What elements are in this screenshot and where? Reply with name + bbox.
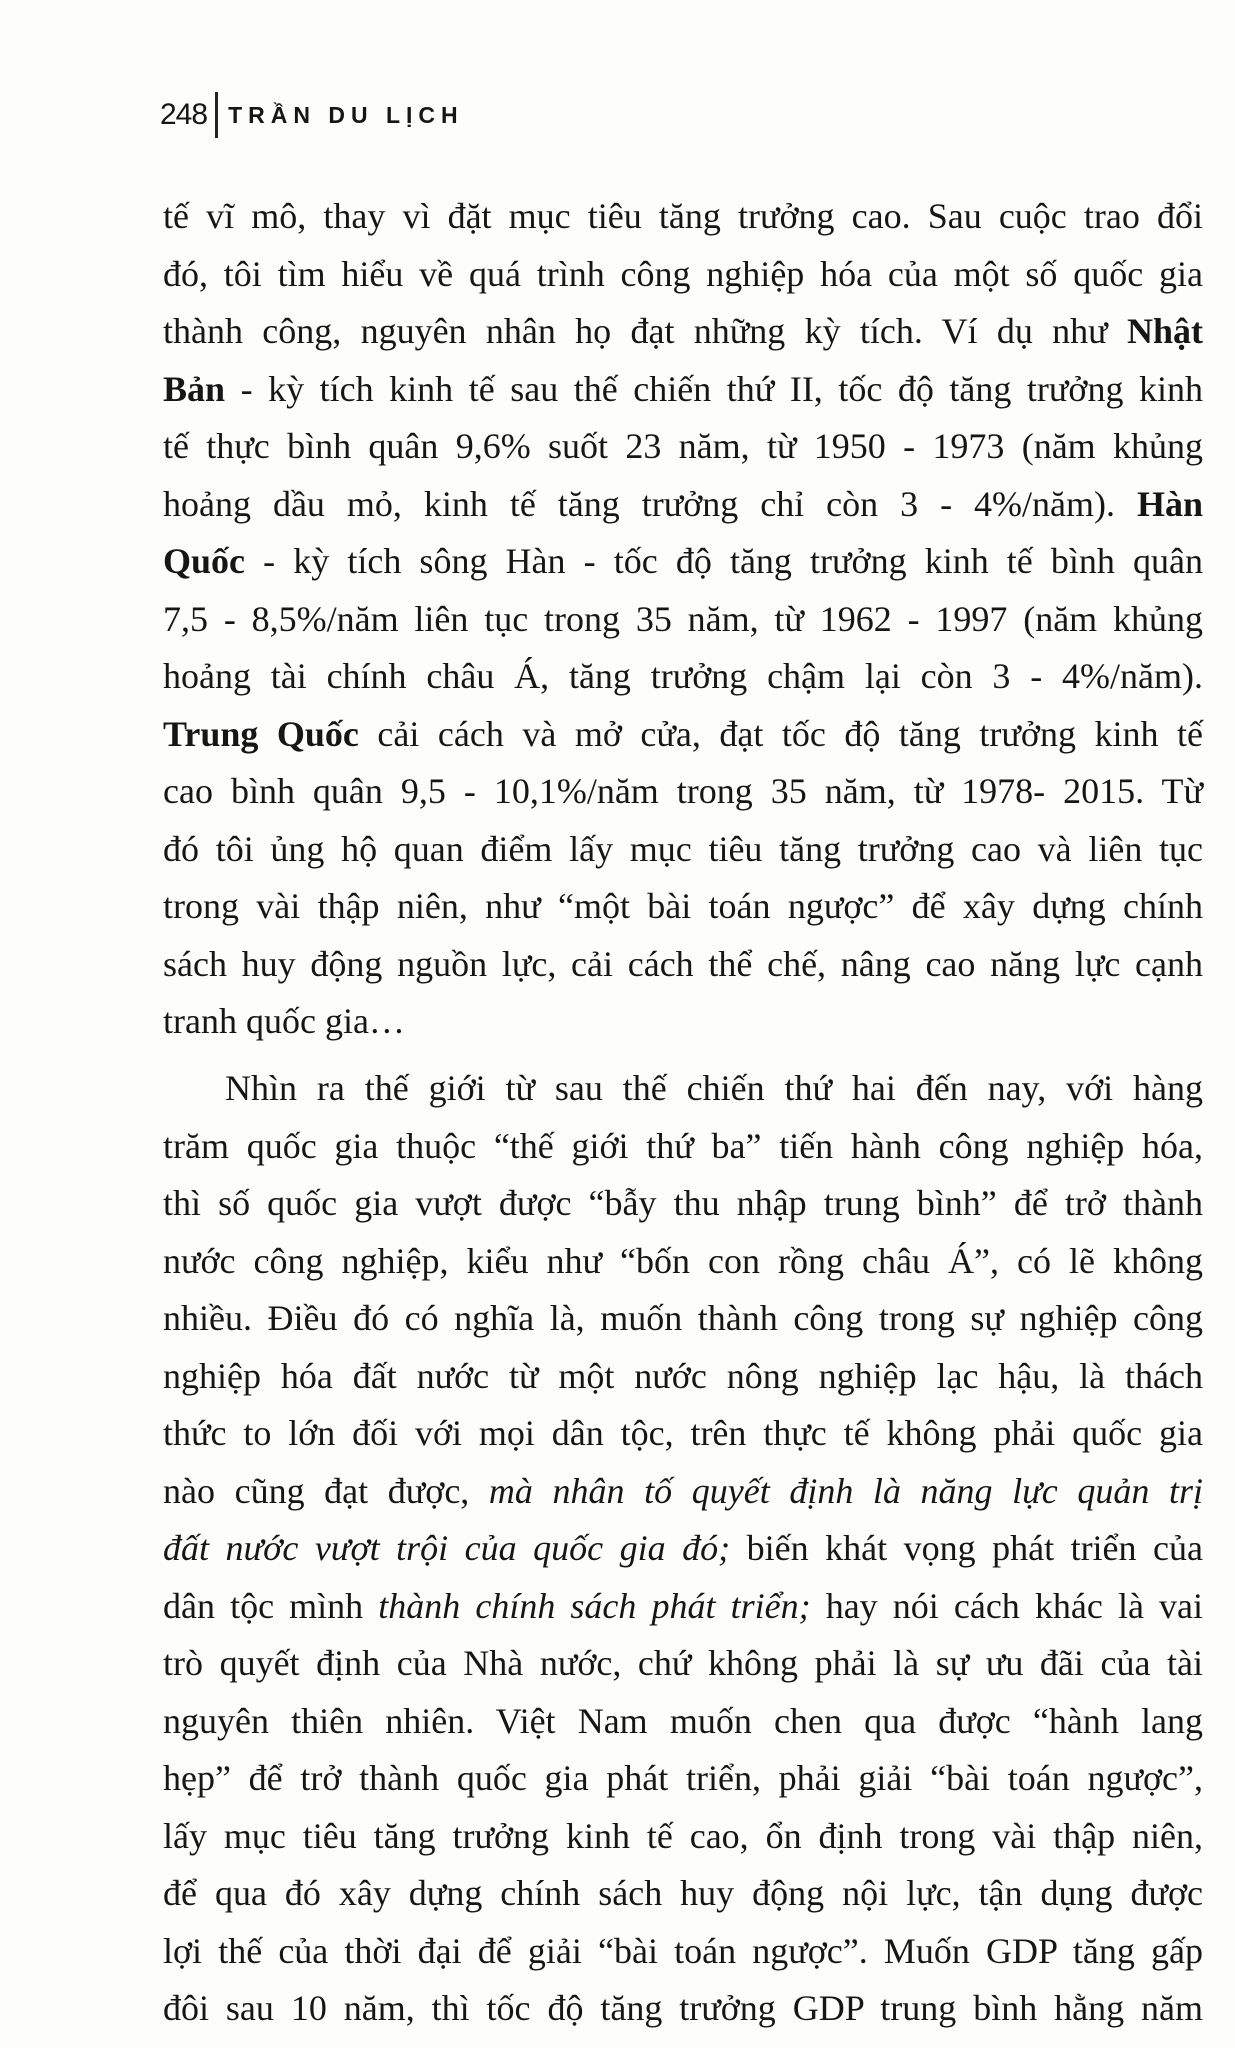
bold-text: Quốc	[163, 541, 246, 581]
paragraph-1	[163, 188, 1203, 1051]
text-line	[163, 246, 1203, 304]
text-segment: hoảng tài chính châu Á, tăng trưởng chậm lại còn 3 - 4%/năm).	[163, 656, 1203, 696]
text-line	[163, 1175, 1203, 1233]
text-segment: thì số quốc gia vượt được “bẫy thu nhập trung bình” để trở thành	[163, 1183, 1203, 1223]
text-line	[163, 1865, 1203, 1923]
bold-text: Trung Quốc	[163, 713, 359, 754]
text-segment: biến khát vọng phát triển của	[730, 1528, 1203, 1568]
text-segment: nghiệp hóa đất nước từ một nước nông nghiệp lạc hậu, là thách	[163, 1355, 1203, 1396]
text-segment: cải cách và mở cửa, đạt tốc độ tăng trưởng kinh tế	[358, 713, 1203, 754]
text-line	[163, 1060, 1203, 1118]
text-segment: hẹp” để trở thành quốc gia phát triển, phải giải “bài toán ngược”,	[163, 1758, 1203, 1798]
text-segment: nào cũng đạt được,	[163, 1470, 489, 1511]
text-segment: để qua đó xây dựng chính sách huy động nội lực, tận dụng được	[163, 1873, 1203, 1913]
text-line	[163, 1118, 1203, 1176]
text-segment: - kỳ tích sông Hàn - tốc độ tăng trưởng kinh tế bình quân	[245, 541, 1203, 581]
text-segment: trò quyết định của Nhà nước, chứ không phải là sự ưu đãi của tài	[163, 1643, 1203, 1683]
text-line	[163, 361, 1203, 419]
text-segment: đó, tôi tìm hiểu về quá trình công nghiệp hóa của một số quốc gia	[163, 253, 1203, 294]
text-line	[163, 476, 1203, 534]
text-line	[163, 188, 1203, 246]
text-line	[163, 1463, 1203, 1521]
text-segment: Nhìn ra thế giới từ sau thế chiến thứ hai đến nay, với hàng	[225, 1068, 1203, 1108]
italic-text: mà nhân tố quyết định là năng lực quản trị	[488, 1470, 1204, 1511]
text-segment: thành công, nguyên nhân họ đạt những kỳ tích. Ví dụ như	[163, 311, 1127, 351]
text-line	[163, 533, 1203, 591]
text-segment: trăm quốc gia thuộc “thế giới thứ ba” tiến hành công nghiệp hóa,	[163, 1125, 1203, 1166]
text-segment: nước công nghiệp, kiểu như “bốn con rồng châu Á”, có lẽ không	[163, 1240, 1203, 1281]
text-line	[163, 1405, 1203, 1463]
italic-text: đất nước vượt trội của quốc gia đó;	[163, 1528, 731, 1568]
text-segment: tranh quốc gia…	[163, 1001, 405, 1041]
text-segment: lợi thế của thời đại để giải “bài toán ngược”. Muốn GDP tăng gấp	[163, 1930, 1203, 1971]
text-line	[163, 1923, 1203, 1981]
text-line	[163, 1520, 1203, 1578]
text-line	[163, 591, 1203, 649]
text-line	[163, 1750, 1203, 1808]
text-line	[163, 1635, 1203, 1693]
text-line	[163, 1290, 1203, 1348]
text-line	[163, 303, 1203, 361]
text-segment: đó tôi ủng hộ quan điểm lấy mục tiêu tăng trưởng cao và liên tục	[163, 828, 1203, 869]
text-segment: hoảng dầu mỏ, kinh tế tăng trưởng chỉ còn 3 - 4%/năm).	[163, 483, 1137, 524]
text-segment: nguyên thiên nhiên. Việt Nam muốn chen qua được “hành lang	[163, 1700, 1203, 1741]
text-segment: trong vài thập niên, như “một bài toán ngược” để xây dựng chính	[163, 886, 1203, 926]
text-line	[163, 706, 1203, 764]
text-segment: sách huy động nguồn lực, cải cách thể chế, nâng cao năng lực cạnh	[163, 943, 1203, 984]
text-line	[163, 1980, 1203, 2038]
text-line	[163, 993, 1203, 1051]
text-line	[163, 763, 1203, 821]
author-name: TRẦN DU LỊCH	[228, 101, 464, 128]
text-segment: tế thực bình quân 9,6% suốt 23 năm, từ 1950 - 1973 (năm khủng	[163, 426, 1203, 466]
text-segment: dân tộc mình	[163, 1585, 379, 1626]
text-line	[163, 821, 1203, 879]
running-header	[160, 92, 464, 138]
paragraph-2	[163, 1060, 1203, 2038]
text-segment: - kỳ tích kinh tế sau thế chiến thứ II, tốc độ tăng trưởng kinh	[225, 368, 1203, 409]
text-segment: hay nói cách khác là vai	[810, 1585, 1203, 1626]
text-segment: lấy mục tiêu tăng trưởng kinh tế cao, ổn định trong vài thập niên,	[163, 1815, 1203, 1856]
text-segment: 7,5 - 8,5%/năm liên tục trong 35 năm, từ 1962 - 1997 (năm khủng	[163, 598, 1203, 639]
text-line	[163, 1808, 1203, 1866]
bold-text: Bản	[163, 368, 226, 409]
text-segment: đôi sau 10 năm, thì tốc độ tăng trưởng GDP trung bình hằng năm	[163, 1988, 1203, 2028]
text-line	[163, 1348, 1203, 1406]
text-line	[163, 418, 1203, 476]
bold-text: Nhật	[1126, 311, 1203, 351]
text-line	[163, 1693, 1203, 1751]
text-segment: cao bình quân 9,5 - 10,1%/năm trong 35 năm, từ 1978- 2015. Từ	[163, 771, 1203, 811]
text-segment: nhiều. Điều đó có nghĩa là, muốn thành công trong sự nghiệp công	[163, 1298, 1203, 1338]
italic-text: thành chính sách phát triển;	[378, 1585, 811, 1626]
text-segment: tế vĩ mô, thay vì đặt mục tiêu tăng trưởng cao. Sau cuộc trao đổi	[163, 196, 1203, 236]
bold-text: Hàn	[1136, 483, 1203, 524]
text-line	[163, 648, 1203, 706]
text-line	[163, 1233, 1203, 1291]
text-line	[163, 1578, 1203, 1636]
text-line	[163, 878, 1203, 936]
text-segment: thức to lớn đối với mọi dân tộc, trên thực tế không phải quốc gia	[163, 1413, 1203, 1453]
page-number: 248	[160, 98, 208, 131]
header-divider	[215, 92, 218, 138]
text-line	[163, 936, 1203, 994]
